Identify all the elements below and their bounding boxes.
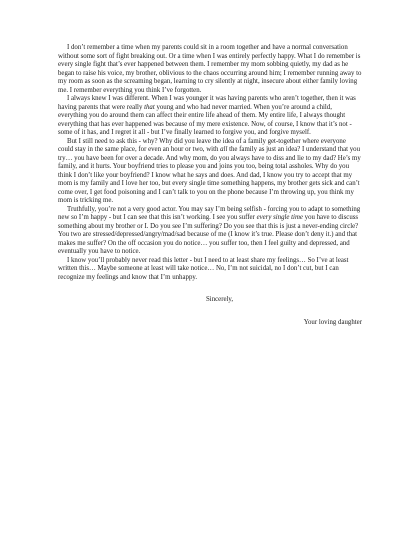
paragraph-text: Truthfully, you’re not a very good actor. You may say I’m being selfish - forcing you to adapt to something new so I’m happy - but I can see that this isn’t working. I see you suffer xyxy=(58,205,361,221)
letter-signature: Your loving daughter xyxy=(303,318,362,326)
letter-closing: Sincerely, xyxy=(206,296,234,303)
letter-paragraph xyxy=(58,257,362,283)
letter-paragraph xyxy=(58,138,362,206)
letter-paragraph xyxy=(58,206,362,257)
paragraph-text: the family as just an idea? I understand that you try… you have been for over a decade. And why mom, do you always have to diss and lie to my dad? He’s my family, and it hurts. Your boyfriend tries to please you and joins you too, being total assholes. Why do you think I don’t like your boyfriend? I know what he says and does. And dad, I know you try to accept that my mom is my family and I love her too, but every single time something happens, my brother gets sick and can’t come over, I get food poisoning and I can’t talk to you on the phone because I’m throwing up, you think my mom is tricking me. xyxy=(58,146,361,204)
paragraph-text: I know you’ll probably never read this letter - but I need to at least share my feelings… So I’ve at least written this… Maybe someone at least will take notice… No, I’m not suicidal, no I don’t cut, but I can recognize my feelings and know that I’m unhappy. xyxy=(58,256,349,281)
paragraph-text: But I still need to ask this - why? Why did you leave the idea of a family get-together where everyone could stay in the same place, for even an hour or two, with xyxy=(58,137,346,153)
letter-paragraph xyxy=(58,95,362,138)
paragraph-text: I always knew I was different. When I was younger it was having parents who aren’t together, then it was having parents that were really xyxy=(58,95,356,111)
paragraph-text: I don’t remember a time when my parents could sit in a room together and have a normal conversation without some sort of fight breaking out. Or a time when I was entirely perfectly happy. What I do remember is every single fight that’s ever happened between them. I remember my mom sobbing quietly, my dad as he began to raise his voice, my brother, oblivious to the chaos occurring around him; I remember running away to my room as soon as the screaming began, learning to cry silently at night, insecure about either family loving me. I remember everything you think I’ve forgotten. xyxy=(58,44,362,94)
emphasized-text: that xyxy=(144,103,155,111)
letter-body xyxy=(58,44,362,282)
letter-page xyxy=(58,44,362,327)
emphasized-text: all xyxy=(220,146,228,153)
paragraph-text: you have to discuss something about my brother or I. Do you see I’m suffering? Do you see that this is just a never-ending circle? You two are stressed/depressed/angry/mad/sad because of me (I know it’s true. Please don’t deny it.) and that makes me suffer? On the off occasion you do notice… you suffer too, then I feel guilty and depressed, and eventually you have to notice. xyxy=(58,214,359,255)
paragraph-text: young and who had never married. When you’re around a child, everything you do around them can affect their entire life ahead of them. My entire life, I always thought everything that has ever happened was because of my mere existence. Now, of course, I know that it’s not - some of it has, and I regret it all - but I’ve finally learned to forgive you, and forgive myself. xyxy=(58,103,352,136)
letter-paragraph xyxy=(58,44,362,95)
emphasized-text: every single time xyxy=(256,214,303,221)
